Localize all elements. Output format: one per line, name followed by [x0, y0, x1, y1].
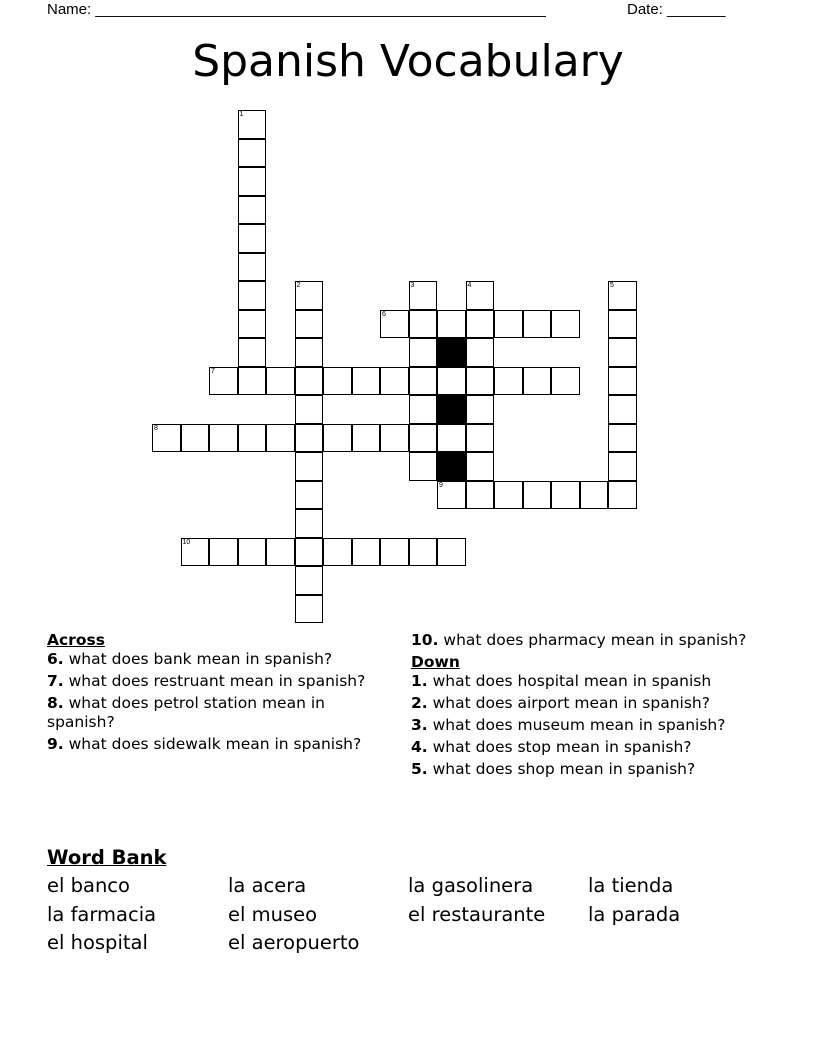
grid-cell[interactable] [551, 310, 580, 339]
grid-cell[interactable] [466, 395, 495, 424]
clue-across-10 [411, 631, 761, 650]
grid-cell[interactable] [181, 424, 210, 453]
word-bank-item: el aeropuerto [228, 931, 360, 954]
grid-cell[interactable] [380, 538, 409, 567]
grid-cell[interactable] [409, 281, 438, 310]
grid-cell[interactable] [608, 452, 637, 481]
grid-cell[interactable] [409, 367, 438, 396]
clue-down-3 [411, 716, 761, 735]
grid-cell[interactable] [409, 338, 438, 367]
grid-cell[interactable] [608, 481, 637, 510]
word-bank-item: la gasolinera [408, 874, 534, 897]
grid-cell[interactable] [409, 310, 438, 339]
grid-cell[interactable] [437, 310, 466, 339]
grid-cell[interactable] [437, 367, 466, 396]
grid-cell[interactable] [608, 310, 637, 339]
black-cell [437, 395, 466, 424]
black-cell [437, 338, 466, 367]
grid-cell[interactable] [238, 224, 267, 253]
grid-cell[interactable] [238, 424, 267, 453]
grid-cell[interactable] [295, 481, 324, 510]
clue-down-1 [411, 672, 761, 691]
grid-cell[interactable] [409, 452, 438, 481]
grid-cell[interactable] [181, 538, 210, 567]
grid-cell[interactable] [437, 424, 466, 453]
grid-cell[interactable] [209, 538, 238, 567]
grid-cell[interactable] [295, 281, 324, 310]
grid-cell[interactable] [580, 481, 609, 510]
page-title: Spanish Vocabulary [192, 36, 624, 87]
name-field[interactable]: Name: ______________________________________________________ [47, 1, 546, 18]
grid-cell[interactable] [494, 367, 523, 396]
clue-number-label: 9 [439, 481, 443, 489]
grid-cell[interactable] [608, 281, 637, 310]
grid-cell[interactable] [238, 538, 267, 567]
grid-cell[interactable] [494, 481, 523, 510]
clue-number-label: 5 [610, 282, 614, 289]
grid-cell[interactable] [238, 367, 267, 396]
grid-cell[interactable] [437, 538, 466, 567]
clue-text: what does pharmacy mean in spanish? [438, 631, 747, 649]
clue-text: what does museum mean in spanish? [427, 716, 726, 734]
date-field[interactable]: Date: _______ [627, 1, 726, 18]
grid-cell[interactable] [466, 481, 495, 510]
word-bank-item: el restaurante [408, 902, 546, 926]
grid-cell[interactable] [238, 196, 267, 225]
across-heading: Across [47, 631, 105, 649]
grid-cell[interactable] [238, 167, 267, 196]
grid-cell[interactable] [466, 424, 495, 453]
clue-number: 2. [411, 694, 428, 712]
word-bank-item: la parada [588, 902, 681, 926]
clue-text: what does petrol station mean in spanish? [47, 694, 325, 731]
clue-across-9 [47, 735, 377, 754]
clue-number-label: 7 [211, 367, 215, 375]
grid-cell[interactable] [238, 310, 267, 339]
clue-text: what does bank mean in spanish? [63, 650, 333, 668]
clue-number-label: 1 [239, 111, 244, 118]
word-bank-item: la acera [228, 874, 307, 897]
word-bank-item: la tienda [588, 874, 674, 897]
clue-number: 6. [47, 650, 64, 668]
grid-cell[interactable] [466, 338, 495, 367]
grid-cell[interactable] [551, 481, 580, 510]
grid-cell[interactable] [466, 310, 495, 339]
grid-cell[interactable] [437, 481, 466, 510]
word-bank [47, 846, 768, 958]
clue-down-4 [411, 738, 761, 757]
word-bank-item: el hospital [47, 931, 148, 954]
clues-left-column [47, 631, 377, 757]
clue-number-label: 2 [296, 282, 301, 289]
clue-across-8 [47, 694, 377, 732]
down-heading: Down [411, 653, 460, 671]
grid-cell[interactable] [238, 338, 267, 367]
clue-text: what does hospital mean in spanish [427, 672, 712, 690]
clue-number: 8. [47, 694, 64, 712]
clue-number-label: 6 [382, 310, 386, 318]
clue-number: 3. [411, 716, 428, 734]
grid-cell[interactable] [152, 424, 181, 453]
grid-cell[interactable] [608, 367, 637, 396]
grid-cell[interactable] [608, 424, 637, 453]
grid-cell[interactable] [295, 310, 324, 339]
grid-cell[interactable] [323, 424, 352, 453]
word-bank-item: el museo [228, 902, 318, 926]
clue-text: what does shop mean in spanish? [427, 760, 696, 778]
grid-cell[interactable] [352, 538, 381, 567]
grid-cell[interactable] [352, 367, 381, 396]
clue-number: 10. [411, 631, 439, 649]
grid-cell[interactable] [608, 395, 637, 424]
grid-cell[interactable] [295, 395, 324, 424]
grid-cell[interactable] [494, 310, 523, 339]
grid-cell[interactable] [523, 310, 552, 339]
grid-cell[interactable] [295, 509, 324, 538]
grid-cell[interactable] [466, 367, 495, 396]
grid-cell[interactable] [238, 139, 267, 168]
clue-text: what does stop mean in spanish? [427, 738, 692, 756]
clue-number-label: 4 [467, 282, 472, 289]
clue-number: 7. [47, 672, 64, 690]
grid-cell[interactable] [466, 281, 495, 310]
clue-down-2 [411, 694, 761, 713]
clue-text: what does airport mean in spanish? [427, 694, 710, 712]
grid-cell[interactable] [551, 367, 580, 396]
grid-cell[interactable] [266, 367, 295, 396]
clue-number-label: 10 [182, 538, 191, 546]
grid-cell[interactable] [295, 452, 324, 481]
grid-cell[interactable] [238, 253, 267, 282]
clue-number: 9. [47, 735, 64, 753]
grid-cell[interactable] [209, 424, 238, 453]
grid-cell[interactable] [209, 367, 238, 396]
word-bank-item: el banco [47, 874, 130, 897]
grid-cell[interactable] [380, 424, 409, 453]
grid-cell[interactable] [295, 424, 324, 453]
clue-number: 4. [411, 738, 428, 756]
grid-cell[interactable] [295, 566, 324, 595]
clue-number: 1. [411, 672, 428, 690]
grid-cell[interactable] [295, 538, 324, 567]
grid-cell[interactable] [523, 367, 552, 396]
grid-cell[interactable] [409, 395, 438, 424]
grid-cell[interactable] [323, 538, 352, 567]
clue-across-7 [47, 672, 377, 691]
grid-cell[interactable] [238, 281, 267, 310]
grid-cell[interactable] [608, 338, 637, 367]
clue-number: 5. [411, 760, 428, 778]
clue-text: what does sidewalk mean in spanish? [63, 735, 362, 753]
grid-cell[interactable] [352, 424, 381, 453]
clue-text: what does restruant mean in spanish? [63, 672, 366, 690]
grid-cell[interactable] [409, 538, 438, 567]
grid-cell[interactable] [466, 452, 495, 481]
clue-number-label: 8 [154, 424, 158, 432]
clue-number-label: 3 [410, 282, 415, 289]
grid-cell[interactable] [380, 310, 409, 339]
grid-cell[interactable] [380, 367, 409, 396]
clue-down-5 [411, 760, 761, 779]
grid-cell[interactable] [295, 595, 324, 624]
grid-cell[interactable] [323, 367, 352, 396]
grid-cell[interactable] [523, 481, 552, 510]
word-bank-heading: Word Bank [47, 846, 167, 869]
clue-across-6 [47, 650, 377, 669]
grid-cell[interactable] [409, 424, 438, 453]
grid-cell[interactable] [238, 110, 267, 139]
grid-cell[interactable] [295, 338, 324, 367]
grid-cell[interactable] [266, 538, 295, 567]
grid-cell[interactable] [266, 424, 295, 453]
black-cell [437, 452, 466, 481]
clues-right-column [411, 631, 761, 782]
grid-cell[interactable] [295, 367, 324, 396]
word-bank-item: la farmacia [47, 902, 157, 926]
